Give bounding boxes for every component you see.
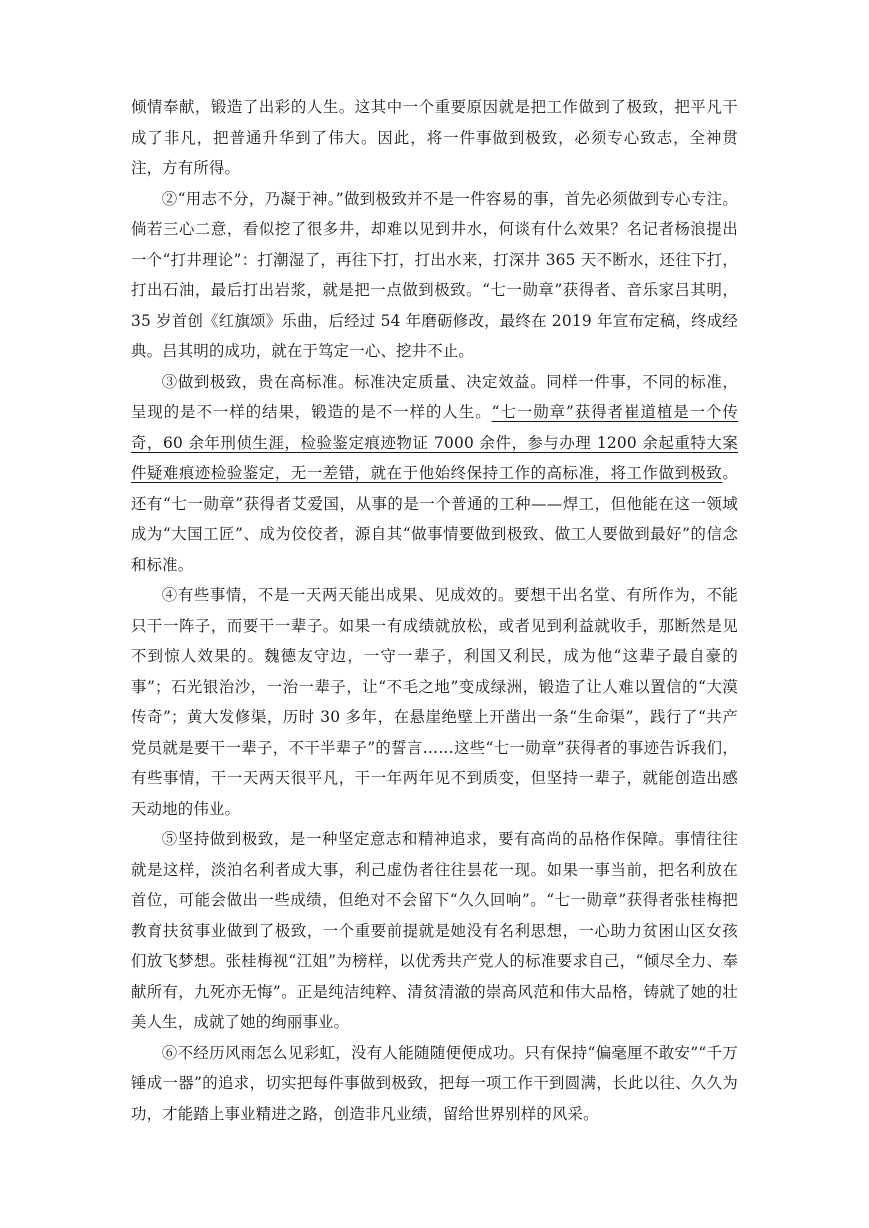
paragraph-2 [131, 367, 738, 581]
paragraph-text: ⑥不经历风雨怎么见彩虹，没有人能随随便便成功。只有保持“偏毫厘不敢安”“千万锤成一器”的追求，切实把每件事做到极致，把每一项工作干到圆满，长此以往、久久为功，才能踏上事业精进之路，创造非凡业绩，留给世界别样的风采。 [131, 1043, 738, 1123]
paragraph-5 [131, 1038, 738, 1130]
paragraph-0 [131, 92, 738, 184]
paragraph-text: ③做到极致，贵在高标准。标准决定质量、决定效益。同样一件事，不同的标准，呈现的是不一样的结果，锻造的是不一样的人生。 [131, 372, 738, 421]
paragraph-4 [131, 824, 738, 1038]
paragraph-text: ④有些事情，不是一天两天能出成果、见成效的。要想干出名堂、有所作为，不能只干一阵子，而要干一辈子。如果一有成绩就放松，或者见到利益就收手，那断然是见不到惊人效果的。魏德友守边，一守一辈子，利国又利民，成为他“这辈子最自豪的事”；石光银治沙，一治一辈子，让“不毛之地”变成绿洲，锻造了让人难以置信的“大漠传奇”；黄大发修渠，历时 30 多年，在悬崖绝壁上开凿出一条“生命渠”，践行了“共产党员就是要干一辈子，不干半辈子”的誓言……这些“七一勋章”获得者的事迹告诉我们，有些事情，干一天两天很平凡，干一年两年见不到质变，但坚持一辈子，就能创造出感天动地的伟业。 [131, 586, 738, 818]
paragraph-text: ②“用志不分，乃凝于神。”做到极致并不是一件容易的事，首先必须做到专心专注。倘若三心二意，看似挖了很多井，却难以见到井水，何谈有什么效果？名记者杨浪提出一个“打井理论”：打潮湿了，再往下打，打出水来，打深井 365 天不断水，还往下打，打出石油，最后打出岩浆，就是把一点做到极致。“七一勋章”获得者、音乐家吕其明，35 岁首创《红旗颂》乐曲，后经过 54 年磨砺修改，最终在 2019 年宣布定稿，终成经典。吕其明的成功，就在于笃定一心、挖井不止。 [131, 189, 738, 360]
paragraph-1 [131, 184, 738, 367]
document-page [131, 92, 738, 1129]
paragraph-text: ⑤坚持做到极致，是一种坚定意志和精神追求，要有高尚的品格作保障。事情往往就是这样，淡泊名利者成大事，利己虚伪者往往昙花一现。如果一事当前，把名利放在首位，可能会做出一些成绩，但绝对不会留下“久久回响”。“七一勋章”获得者张桂梅把教育扶贫事业做到了极致，一个重要前提就是她没有名利思想，一心助力贫困山区女孩们放飞梦想。张桂梅视“江姐”为榜样，以优秀共产党人的标准要求自己，“倾尽全力、奉献所有，九死亦无悔”。正是纯洁纯粹、清贫清澈的崇高风范和伟大品格，铸就了她的壮美人生，成就了她的绚丽事业。 [131, 830, 738, 1031]
paragraph-text: 倾情奉献，锻造了出彩的人生。这其中一个重要原因就是把工作做到了极致，把平凡干成了非凡，把普通升华到了伟大。因此，将一件事做到极致，必须专心致志，全神贯注，方有所得。 [131, 98, 738, 177]
underlined-sentence: “七一勋章”获得者崔道植是一个传奇，60 余年刑侦生涯，检验鉴定痕迹物证 7000 余件，参与办理 1200 余起重特大案件疑难痕迹检验鉴定，无一差错，就在于他始终保持工作的高标准，将工作做到极致 [131, 403, 738, 482]
paragraph-3 [131, 580, 738, 824]
paragraph-text: 。还有“七一勋章”获得者艾爱国，从事的是一个普通的工种——焊工，但他能在这一领域成为“大国工匠”、成为佼佼者，源自其“做事情要做到极致、做工人要做到最好”的信念和标准。 [131, 464, 738, 574]
